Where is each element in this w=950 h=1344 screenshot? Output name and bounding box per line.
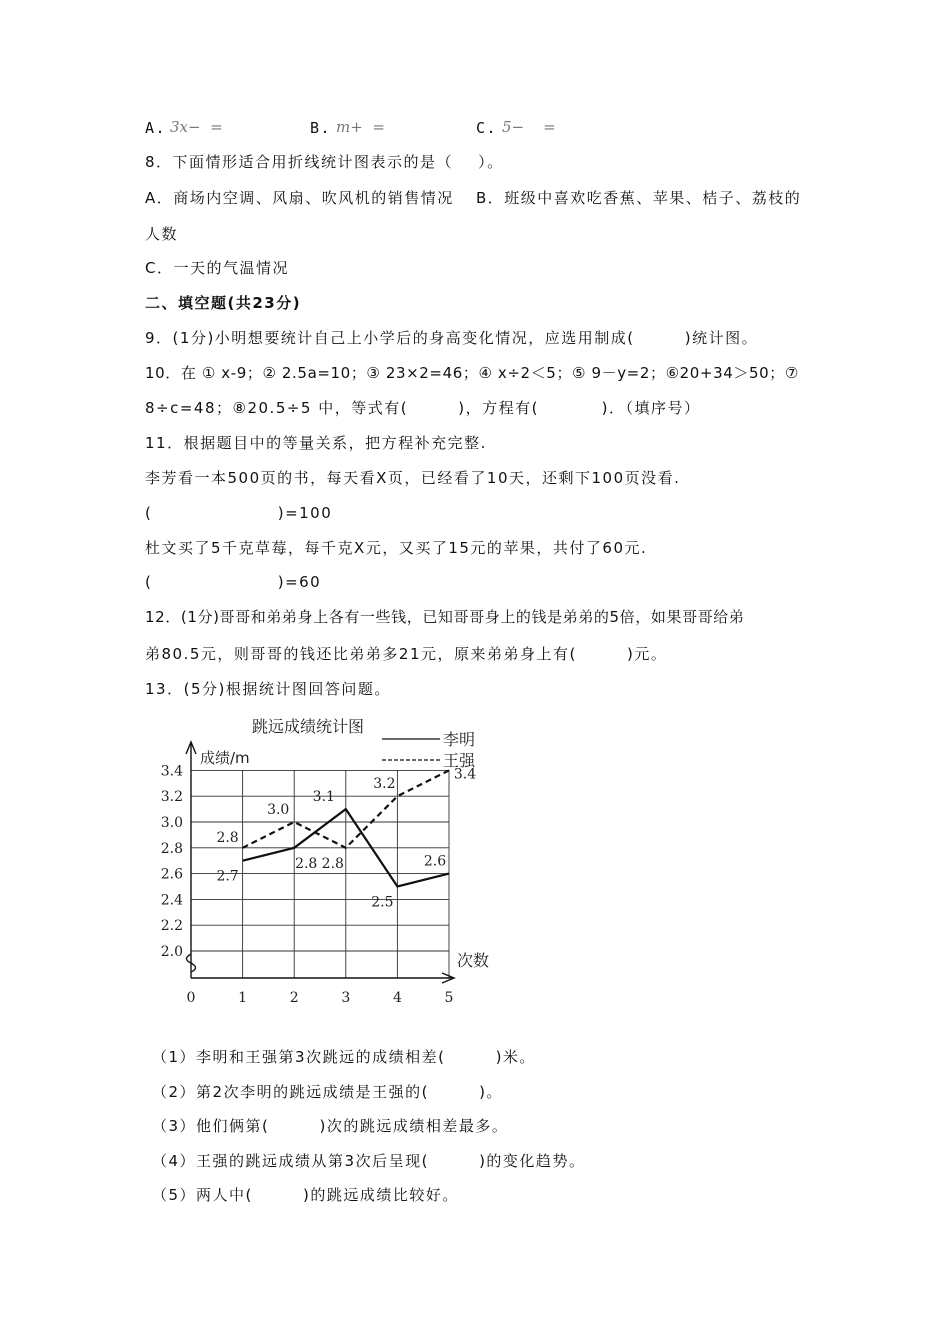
q7-option-b-expr: m+ = [336, 118, 385, 136]
q7-option-c-expr: 5− = [502, 118, 556, 136]
q7-option-c-label: C. [476, 119, 498, 137]
q10-line2: 8÷c=48；⑧20.5÷5 中，等式有( )，方程有( )．（填序号） [145, 399, 701, 417]
data-label: 2.6 [423, 853, 447, 870]
q13-sub1: （1）李明和王强第3次跳远的成绩相差( )米。 [152, 1048, 536, 1066]
q11-story2: 杜文买了5千克草莓，每千克X元，又买了15元的苹果，共付了60元. [145, 539, 648, 557]
y-tick-label: 2.2 [160, 918, 183, 935]
legend-label: 王强 [443, 751, 476, 770]
x-tick-label: 4 [392, 990, 402, 1006]
q11-blank1: ( )=100 [145, 504, 333, 522]
data-label: 2.7 [216, 868, 239, 885]
x-tick-label: 0 [186, 990, 196, 1006]
chart-y-axis-label: 成绩/m [200, 749, 250, 767]
y-tick-label: 2.0 [160, 944, 183, 960]
q10-line1: 10．在 ① x-9；② 2.5a=10；③ 23×2=46；④ x÷2＜5；⑤ 9－y=2；⑥20+34＞50；⑦ [145, 364, 799, 382]
y-tick-label: 2.8 [160, 840, 183, 857]
q13-sub5: （5）两人中( )的跳远成绩比较好。 [152, 1186, 459, 1204]
x-tick-label: 2 [289, 990, 299, 1006]
chart-legend [382, 730, 476, 770]
q8-stem: 8．下面情形适合用折线统计图表示的是（ ）。 [145, 153, 504, 171]
chart-axes [186, 742, 454, 983]
y-tick-label: 3.2 [160, 789, 183, 806]
q12-line1: 12．(1分)哥哥和弟弟身上各有一些钱，已知哥哥身上的钱是弟弟的5倍，如果哥哥给弟 [145, 608, 745, 626]
q9-text: 9．(1分)小明想要统计自己上小学后的身高变化情况，应选用制成( )统计图。 [145, 329, 759, 347]
chart-x-axis-label: 次数 [457, 951, 490, 970]
data-label: 2.5 [371, 894, 394, 911]
data-label: 2.8 [216, 829, 239, 846]
q7-option-b-label: B. [310, 119, 332, 137]
chart-title: 跳远成绩统计图 [251, 717, 365, 736]
y-tick-label: 3.0 [160, 815, 183, 831]
q8-option-a: A．商场内空调、风扇、吹风机的销售情况 [145, 189, 454, 207]
x-tick-label: 1 [238, 990, 248, 1006]
q13-stem: 13．(5分)根据统计图回答问题。 [145, 680, 391, 698]
chart-data-labels [216, 766, 476, 910]
q11-blank2: ( )=60 [145, 573, 322, 591]
y-tick-label: 2.6 [160, 866, 183, 883]
q11-stem: 11．根据题目中的等量关系，把方程补充完整. [145, 434, 487, 452]
q13-sub3: （3）他们俩第( )次的跳远成绩相差最多。 [152, 1117, 509, 1135]
q13-sub2: （2）第2次李明的跳远成绩是王强的( )。 [152, 1083, 503, 1101]
x-tick-label: 3 [341, 990, 351, 1006]
data-label: 3.1 [312, 789, 335, 806]
q8-option-c: C．一天的气温情况 [145, 259, 289, 277]
data-label: 2.8 [321, 855, 344, 872]
q13-sub4: （4）王强的跳远成绩从第3次后呈现( )的变化趋势。 [152, 1152, 586, 1170]
section-title: 二、填空题(共23分) [145, 294, 302, 312]
q8-option-b-cont: 人数 [145, 225, 179, 243]
y-tick-label: 2.4 [160, 892, 183, 909]
chart-ticks [161, 763, 454, 1006]
q7-option-a-expr: 3x− = [170, 118, 223, 136]
q7-option-a-label: A. [145, 119, 167, 137]
data-label: 2.8 [295, 855, 318, 872]
q11-story1: 李芳看一本500页的书，每天看X页，已经看了10天，还剩下100页没看. [145, 469, 681, 487]
data-label: 3.0 [267, 802, 290, 818]
data-label: 3.4 [453, 766, 477, 783]
q8-option-b: B．班级中喜欢吃香蕉、苹果、桔子、荔枝的 [476, 189, 802, 207]
long-jump-line-chart [150, 708, 510, 1008]
x-tick-label: 5 [444, 990, 454, 1006]
legend-label: 李明 [443, 730, 476, 749]
q12-line2: 弟80.5元，则哥哥的钱还比弟弟多21元，原来弟弟身上有( )元。 [145, 645, 668, 663]
y-tick-label: 3.4 [160, 763, 183, 780]
data-label: 3.2 [373, 776, 396, 793]
